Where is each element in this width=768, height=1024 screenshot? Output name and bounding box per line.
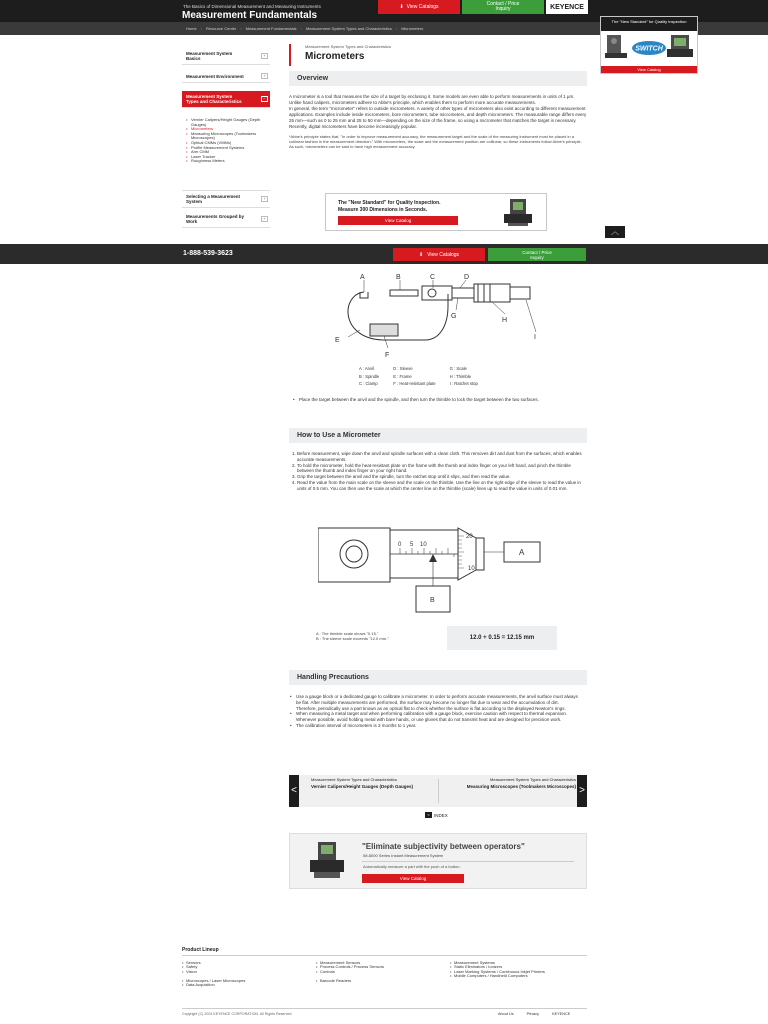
legend-item: A : Anvil — [359, 366, 374, 371]
promo-catalog-button[interactable]: View Catalog — [338, 216, 458, 225]
lineup-link[interactable]: • Safety — [182, 965, 312, 969]
download-icon: ⬇ — [418, 251, 424, 258]
scroll-to-top-button[interactable]: ︿ — [605, 226, 625, 238]
index-arrow-icon: < — [425, 812, 432, 818]
promo-line: Measure 300 Dimensions in Seconds. — [338, 206, 428, 213]
prev-article-kicker: Measurement System Types and Characteristics — [311, 777, 397, 782]
next-arrow-icon[interactable]: > — [577, 775, 587, 807]
sidebar-item-basics[interactable] — [182, 48, 270, 65]
sticky-contact-bar — [0, 244, 768, 264]
page-kicker: Measurement System Types and Characteristics — [305, 44, 391, 49]
lineup-link[interactable]: • Measurement Systems — [450, 961, 580, 965]
parts-legend — [357, 364, 492, 389]
bottom-promo-catalog-button[interactable]: View Catalog — [362, 874, 464, 883]
list-item: • Place the target between the anvil and the spindle, and then turn the thimble to lock the target between the two surfaces. — [292, 397, 582, 403]
step-item: 3. Grip the target between the anvil and the spindle, turn the ratchet stop until it slips, and then read the value. — [297, 474, 587, 480]
product-image — [601, 31, 697, 63]
subnav-item-current[interactable]: • Micrometers — [186, 127, 272, 132]
lineup-column — [450, 961, 580, 979]
step-item: 2. To hold the micrometer, hold the heat-resistant plate on the frame with the thumb and index finger on your left hand, and pinch the thimble between the thumb and index finger on your right hand. — [297, 463, 587, 475]
header-contact-button[interactable] — [462, 0, 544, 14]
bottom-promo-quote: "Eliminate subjectivity between operators" — [362, 842, 525, 851]
diagram-callout-b: B — [430, 597, 435, 604]
howto-section — [289, 428, 587, 492]
header-contact-label: Contact / Price Inquiry — [486, 1, 520, 12]
sticky-contact-label: Contact / Price Inquiry — [522, 249, 552, 260]
breadcrumb-separator: › — [395, 26, 398, 31]
sticky-catalog-label: View Catalogs — [427, 251, 460, 258]
diagram-label-b: B — [396, 274, 401, 281]
breadcrumb-item[interactable]: Home — [186, 26, 197, 31]
index-label: INDEX — [434, 812, 448, 818]
handling-list — [289, 694, 587, 729]
switch-badge: SWITCH — [635, 45, 663, 53]
overview-paragraph: A micrometer is a tool that measures the size of a target by enclosing it. Some models are even able to perform measurements in units of 1 μm. Unlike hand calipers, micrometers adhere to Abbe's principle, which enables them to perform more accurate measurements. — [289, 94, 575, 105]
sidebar-item-types[interactable] — [182, 91, 270, 108]
lineup-column — [316, 961, 446, 983]
prev-article-link[interactable] — [311, 777, 446, 790]
legend-item: I : Ratchet stop — [449, 381, 478, 387]
breadcrumb-current: Micrometers — [401, 26, 424, 31]
overview-paragraph: In general, the term "micrometer" refers to outside micrometers. A variety of other types of micrometers also exist according to different measurement applications. Examples include inside micrometers, bore micrometers, tube micrometers, and depth micrometers. The measurable range differs every 25 mm—such as 0 to 25 mm and 25 to 50 mm—depending on the size of the frame, so using a micrometer that matches the target is necessary. Recently, digital micrometers have become increasingly popular. — [289, 106, 587, 129]
diagram-label-h: H — [502, 317, 508, 324]
handling-heading: Handling Precautions — [289, 670, 587, 685]
lineup-link[interactable]: • Measurement Sensors — [316, 961, 446, 965]
sidebar-item-environment[interactable] — [182, 70, 270, 83]
legend-item: B : Spindle — [359, 373, 380, 379]
legend-item: D : Sleeve — [393, 366, 413, 371]
howto-heading: How to Use a Micrometer — [289, 428, 587, 443]
overview-heading: Overview — [289, 71, 587, 86]
sidebar-item-label: Measurement System Basics — [186, 51, 233, 61]
download-icon: ⬇ — [399, 4, 404, 10]
floating-ad-title: The "New Standard" for Quality Inspection — [601, 17, 697, 31]
placement-bullet-list — [292, 397, 582, 403]
lineup-link[interactable]: • Laser Marking Systems / Continuous Inkjet Printers — [450, 970, 580, 974]
site-title[interactable]: Measurement Fundamentals — [182, 10, 318, 21]
footer-divider — [182, 1008, 587, 1009]
sidebar-subnav — [186, 118, 272, 164]
footer-link-keyence[interactable]: KEYENCE — [552, 1012, 571, 1016]
site-tagline: The Basics of Dimensional Measurement and Measuring Instruments — [183, 4, 321, 9]
breadcrumb-item[interactable]: Measurement Fundamentals — [245, 26, 297, 31]
overview-section — [289, 71, 587, 149]
sticky-view-catalogs-button[interactable] — [393, 248, 485, 261]
keyence-logo[interactable]: KEYENCE — [546, 0, 588, 14]
subnav-item[interactable]: • Measuring Microscopes (Toolmakers Microscopes) — [186, 132, 272, 141]
subnav-item[interactable]: • Arm CMM — [186, 150, 272, 155]
expand-icon[interactable]: + — [261, 53, 268, 59]
lineup-link[interactable]: • Controls — [316, 970, 446, 974]
lineup-link[interactable]: • Static Eliminators / Ionizers — [450, 965, 580, 969]
calculation-result: 12.0 + 0.15 = 12.15 mm — [447, 626, 557, 650]
diagram-label-i: I — [534, 334, 536, 341]
expand-icon[interactable]: + — [261, 73, 268, 79]
sidebar-item-label: Measurements Grouped by Work — [186, 214, 245, 224]
next-article-title: Measuring Microscopes (Toolmakers Microscopes) — [466, 784, 576, 789]
product-lineup-title: Product Lineup — [182, 947, 219, 953]
sleeve-tick-label: 10 — [420, 542, 427, 548]
subnav-item[interactable]: • Laser Tracker — [186, 155, 272, 160]
expand-icon[interactable]: + — [261, 216, 268, 222]
micrometer-parts-diagram — [330, 270, 560, 362]
lineup-column — [182, 961, 312, 987]
diagram-label-a: A — [360, 274, 365, 281]
page-title: Micrometers — [305, 51, 365, 62]
sticky-contact-button[interactable] — [488, 248, 586, 261]
lineup-link[interactable]: • Vision — [182, 970, 312, 974]
expand-icon[interactable]: + — [261, 196, 268, 202]
abbe-note: *Abbe's principle states that, "In order to improve measurement accuracy, the measurement target and the scale of the measuring instrument must be placed in a collinear fashion in the measurement direction." With micrometers, the scale and the measurement position are collinear, so these instruments follow Abbe's principle. As such, micrometers can be said to have high measurement accuracy. — [289, 134, 582, 149]
header-catalog-label: View Catalogs — [406, 4, 439, 10]
prev-article-title: Vernier Calipers/Height Gauges (Depth Gauges) — [311, 784, 414, 789]
footer-divider — [182, 955, 587, 956]
lineup-link[interactable]: • Sensors — [182, 961, 312, 965]
lineup-link[interactable]: • Mobile Computers / Handheld Computers — [450, 974, 580, 978]
thimble-tick-label: 20 — [466, 534, 473, 540]
sleeve-tick-label: 0 — [398, 542, 402, 548]
page-header — [289, 44, 587, 62]
scale-reading-diagram — [318, 524, 558, 616]
promo-text — [338, 200, 441, 213]
legend-item: E : Frame — [393, 373, 412, 379]
sidebar-item-label: Measurement Environment — [186, 73, 244, 79]
diagram-label-c: C — [430, 274, 436, 281]
footer-link-about[interactable]: About Us — [498, 1012, 514, 1016]
howto-steps — [289, 451, 587, 492]
header-view-catalogs-button[interactable] — [378, 0, 460, 14]
subnav-item[interactable]: • Vernier Calipers/Height Gauges (Depth Gauges) — [186, 118, 272, 127]
diagram-label-g: G — [451, 313, 457, 320]
thimble-ticks — [458, 536, 464, 568]
breadcrumb-separator: › — [200, 26, 203, 31]
list-item: • Use a gauge block or a dedicated gauge to calibrate a micrometer. In order to perform accurate measurements, the anvil surface must always be flat. After multiple measurements are performed, the surface may become no longer flat due to wear and the accumulation of dirt. Therefore, periodically use a part known as an optical flat to check whether the surface is flat according to the displayed Newton's rings. — [289, 694, 579, 711]
subnav-item[interactable]: • Roughness Meters — [186, 159, 272, 164]
footer-link-privacy[interactable]: Privacy — [526, 1012, 540, 1016]
bottom-promo-banner[interactable] — [289, 833, 587, 889]
lineup-link[interactable]: • Microscopes / Laser Microscopes — [182, 979, 312, 983]
bottom-promo-subtitle: IM-8000 Series Instant Measurement System — [363, 853, 444, 858]
diagram-callout-a: A — [519, 548, 525, 557]
breadcrumb-item[interactable]: Measurement System Types and Characteristics — [305, 26, 392, 31]
copyright: Copyright (C) 2024 KEYENCE CORPORATION. All Rights Reserved. — [182, 1012, 293, 1016]
legend-item: H : Thimble — [449, 373, 471, 379]
next-article-kicker: Measurement System Types and Characteristics — [490, 777, 576, 782]
step-item: 1. Before measurement, wipe down the anvil and spindle surfaces with a clean cloth. This removes dirt and dust from the surfaces, which enables accurate measurements. — [297, 451, 587, 463]
diagram-label-f: F — [385, 352, 390, 359]
sidebar-item-label: Measurement System Types and Characteristics — [186, 94, 242, 104]
scale-notes — [316, 631, 389, 641]
legend-item: G : Scale — [449, 366, 467, 371]
pager-divider — [438, 779, 439, 803]
article-pager — [289, 775, 587, 807]
list-item: • When measuring a metal target and when performing calibration with a gauge block, exercise caution with respect to thermal expansion. Whenever possible, avoid holding metal with bare hands, or use gloves that do not transmit heat and are designed for precision work. — [289, 711, 579, 723]
subnav-item[interactable]: • Optical CMMs (VMMs) — [186, 141, 272, 146]
thimble-tick-label: 10 — [468, 566, 475, 572]
product-image — [498, 197, 538, 229]
breadcrumb-separator: › — [300, 26, 302, 31]
list-item: • The calibration interval of micrometers is 3 months to 1 year. — [289, 723, 579, 729]
bottom-promo-description: Automatically measure a part with the push of a button. — [363, 864, 461, 869]
lineup-link[interactable]: • Barcode Readers — [316, 979, 446, 983]
handling-section — [289, 670, 587, 729]
product-image — [304, 840, 350, 884]
sidebar-item-selecting[interactable] — [182, 190, 270, 208]
breadcrumb-item[interactable]: Resource Center — [206, 26, 237, 31]
index-link[interactable] — [425, 812, 448, 818]
legend-item: F : Heat-resistant plate — [393, 381, 436, 387]
step-item: 4. Read the value from the main scale on the sleeve and the scale on the thimble. Use the line on the right edge of the sleeve to read the value in units of 0.5 mm. You can then use the scale at which the center line on the thimble (scale) lines up to read the value in units of 0.01 mm. — [297, 480, 587, 492]
floating-ad[interactable] — [600, 16, 698, 74]
inline-promo[interactable] — [325, 193, 547, 231]
scale-note: B : The sleeve scale exceeds "12.0 mm." — [316, 636, 389, 641]
floating-ad-catalog-button[interactable]: View Catalog — [601, 66, 697, 73]
footer-links — [498, 1012, 570, 1016]
next-article-link[interactable] — [441, 777, 576, 790]
lineup-link[interactable]: • Process Controls / Process Sensors — [316, 965, 446, 969]
subnav-item[interactable]: • Profile Measurement Systems — [186, 146, 272, 151]
legend-item: C : Clamp — [359, 381, 378, 387]
promo-line: The "New Standard" for Quality Inspection. — [338, 200, 441, 206]
sidebar-item-by-work[interactable] — [182, 211, 270, 228]
breadcrumb — [186, 26, 423, 31]
sleeve-tick-label: 5 — [410, 542, 414, 548]
scale-note: A : The thimble scale shows "0.15." — [316, 631, 379, 636]
collapse-icon[interactable]: − — [261, 96, 268, 102]
lineup-link[interactable]: • Data Acquisition — [182, 983, 312, 987]
phone-number[interactable]: 1-888-539-3623 — [183, 250, 233, 257]
sleeve-ticks — [400, 548, 454, 557]
bottom-promo-rule — [362, 861, 574, 862]
sidebar-item-label: Selecting a Measurement System — [186, 194, 241, 204]
breadcrumb-separator: › — [240, 26, 242, 31]
prev-arrow-icon[interactable]: < — [289, 775, 299, 807]
diagram-label-e: E — [335, 337, 340, 344]
diagram-label-d: D — [464, 274, 470, 281]
